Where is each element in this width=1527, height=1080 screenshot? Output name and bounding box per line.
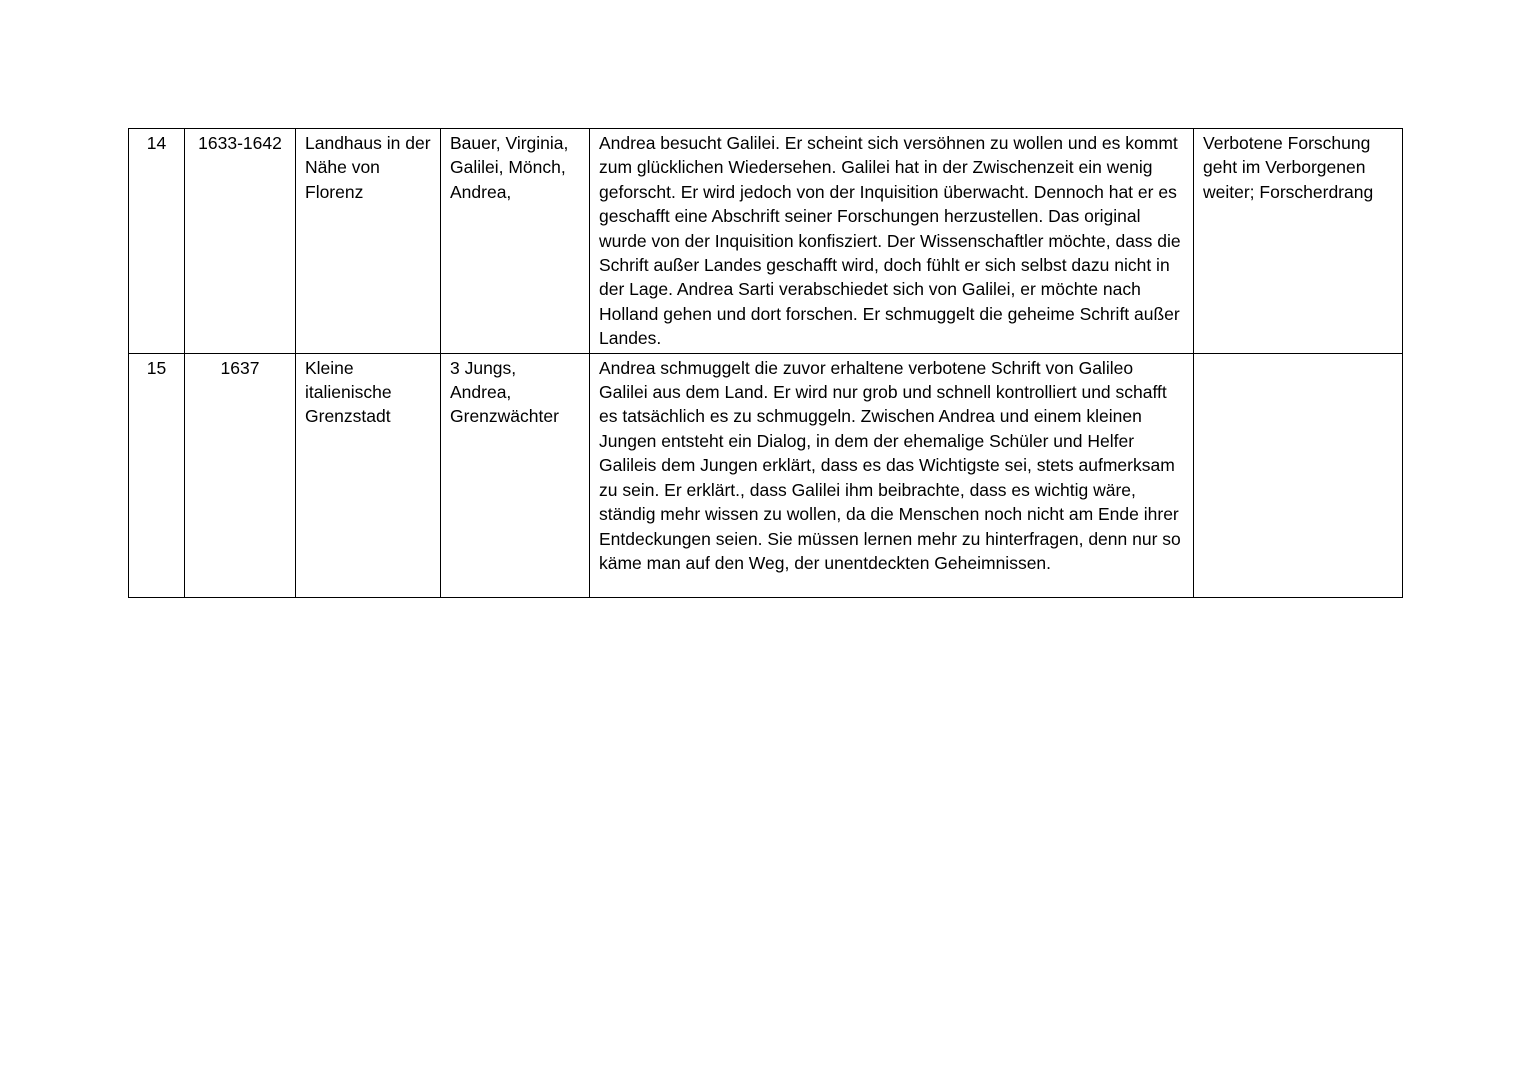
scene-characters-cell: Bauer, Virginia, Galilei, Mönch, Andrea, <box>441 129 590 354</box>
scene-number-cell: 14 <box>129 129 185 354</box>
table-row <box>129 129 1403 354</box>
scene-characters-cell: 3 Jungs, Andrea, Grenzwächter <box>441 353 590 597</box>
scene-year-cell: 1637 <box>185 353 296 597</box>
scene-number-cell: 15 <box>129 353 185 597</box>
scene-table <box>128 128 1403 598</box>
scene-place-cell: Landhaus in der Nähe von Florenz <box>296 129 441 354</box>
scene-place-cell: Kleine italienische Grenzstadt <box>296 353 441 597</box>
table-row <box>129 353 1403 597</box>
scene-content-cell: Andrea besucht Galilei. Er scheint sich versöhnen zu wollen und es kommt zum glücklichen Wiedersehen. Galilei hat in der Zwischenzeit ein wenig geforscht. Er wird jedoch von der Inquisition überwacht. Dennoch hat er es geschafft eine Abschrift seiner Forschungen herzustellen. Das original wurde von der Inquisition konfisziert. Der Wissenschaftler möchte, dass die Schrift außer Landes geschafft wird, doch fühlt er sich selbst dazu nicht in der Lage. Andrea Sarti verabschiedet sich von Galilei, er möchte nach Holland gehen und dort forschen. Er schmuggelt die geheime Schrift außer Landes. <box>590 129 1194 354</box>
scene-theme-cell: Verbotene Forschung geht im Verborgenen weiter; Forscherdrang <box>1194 129 1403 354</box>
scene-content-cell: Andrea schmuggelt die zuvor erhaltene verbotene Schrift von Galileo Galilei aus dem Land. Er wird nur grob und schnell kontrolliert und schafft es tatsächlich es zu schmuggeln. Zwischen Andrea und einem kleinen Jungen entsteht ein Dialog, in dem der ehemalige Schüler und Helfer Galileis dem Jungen erklärt, dass es das Wichtigste sei, stets aufmerksam zu sein. Er erklärt., dass Galilei ihm beibrachte, dass es wichtig wäre, ständig mehr wissen zu wollen, da die Menschen noch nicht am Ende ihrer Entdeckungen seien. Sie müssen lernen mehr zu hinterfragen, denn nur so käme man auf den Weg, der unentdeckten Geheimnissen. <box>590 353 1194 597</box>
scene-year-cell: 1633-1642 <box>185 129 296 354</box>
scene-theme-cell <box>1194 353 1403 597</box>
